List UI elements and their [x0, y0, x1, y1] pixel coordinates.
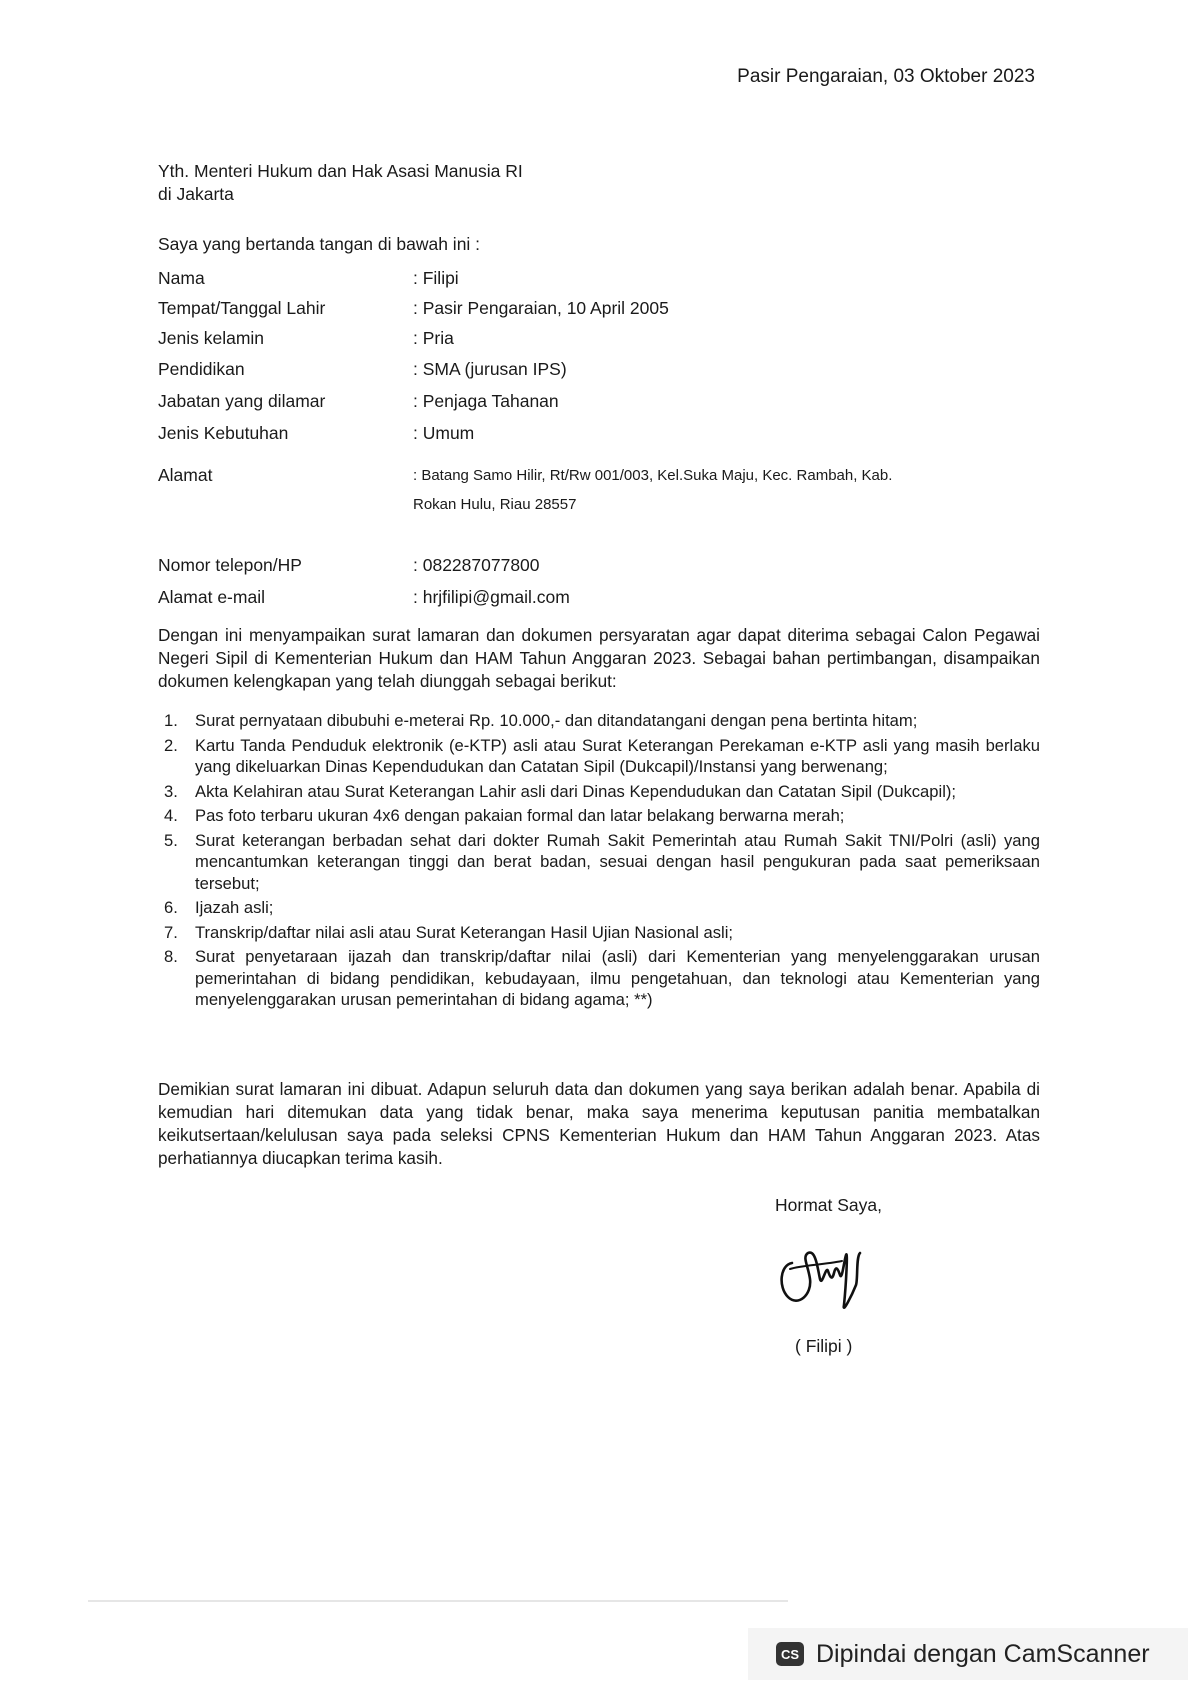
field-label: Alamat [158, 465, 213, 485]
list-number: 4. [164, 806, 178, 825]
list-text: Ijazah asli; [195, 898, 274, 917]
recipient-block [158, 160, 523, 206]
list-number: 7. [164, 922, 178, 942]
document-list [158, 710, 1040, 1014]
field-label: Tempat/Tanggal Lahir [158, 298, 326, 318]
list-text: Surat penyetaraan ijazah dan transkrip/daftar nilai (asli) dari Kementerian yang menyelenggarakan urusan pemerintahan di bidang pendidikan, kebudayaan, ilmu pengetahuan, dan teknologi atau Kementerian yang menyelenggarakan urusan pemerintahan di bidang agama; **) [195, 947, 1040, 1009]
list-item [158, 946, 1040, 1011]
list-text: Surat pernyataan dibubuhi e-meterai Rp. 10.000,- dan ditandatangani dengan pena bertinta hitam; [195, 711, 918, 730]
recipient-line-1: Yth. Menteri Hukum dan Hak Asasi Manusia RI [158, 161, 523, 181]
field-value: : Penjaga Tahanan [413, 391, 559, 411]
recipient-line-2: di Jakarta [158, 184, 234, 204]
field-row-ttl [158, 298, 1058, 322]
field-value: : Pria [413, 328, 454, 348]
field-label: Alamat e-mail [158, 587, 265, 607]
signer-name: ( Filipi ) [795, 1336, 853, 1356]
letter-date: Pasir Pengaraian, 03 Oktober 2023 [737, 66, 1035, 87]
list-text: Transkrip/daftar nilai asli atau Surat Keterangan Hasil Ujian Nasional asli; [195, 922, 734, 942]
field-value: : Batang Samo Hilir, Rt/Rw 001/003, Kel.Suka Maju, Kec. Rambah, Kab. Rokan Hulu, Riau 28557 [413, 467, 893, 513]
list-number: 3. [164, 781, 178, 801]
field-row-telepon [158, 555, 1058, 579]
watermark-text: Dipindai dengan CamScanner [816, 1639, 1150, 1668]
field-row-pendidikan [158, 359, 1058, 383]
field-row-email [158, 587, 1058, 611]
list-number: 1. [164, 711, 178, 730]
field-row-jenis-kelamin [158, 328, 1058, 352]
field-value: : hrjfilipi@gmail.com [413, 587, 570, 607]
signature-image [772, 1235, 882, 1320]
field-label: Jenis Kebutuhan [158, 423, 289, 443]
list-number: 6. [164, 898, 178, 917]
field-value: : 082287077800 [413, 555, 540, 575]
list-item [158, 710, 1040, 732]
field-label: Jabatan yang dilamar [158, 391, 326, 411]
scan-artifact-line [88, 1600, 788, 1602]
list-text: Kartu Tanda Penduduk elektronik (e-KTP) asli atau Surat Keterangan Perekaman e-KTP asli yang masih berlaku yang dikeluarkan Dinas Kependudukan dan Catatan Sipil (Dukcapil)/Instansi yang berwenang; [195, 735, 1040, 776]
list-item [158, 922, 1040, 944]
field-label: Pendidikan [158, 359, 245, 379]
field-value: : Umum [413, 423, 475, 443]
closing-salutation: Hormat Saya, [775, 1195, 882, 1215]
camscanner-watermark [748, 1628, 1188, 1680]
field-label: Jenis kelamin [158, 328, 265, 348]
field-label: Nomor telepon/HP [158, 555, 302, 575]
field-row-jabatan [158, 391, 1058, 415]
closing-paragraph: Demikian surat lamaran ini dibuat. Adapun seluruh data dan dokumen yang saya berikan adalah benar. Apabila di kemudian hari ditemukan data yang tidak benar, maka saya menerima keputusan panitia membatalkan keikutsertaan/kelulusan saya pada seleksi CPNS Kementerian Hukum dan HAM Tahun Anggaran 2023. Atas perhatiannya diucapkan terima kasih. [158, 1079, 1040, 1168]
field-value: : Filipi [413, 268, 459, 288]
intro-line: Saya yang bertanda tangan di bawah ini : [158, 234, 481, 254]
body-paragraph: Dengan ini menyampaikan surat lamaran dan dokumen persyaratan agar dapat diterima sebagai Calon Pegawai Negeri Sipil di Kementerian Hukum dan HAM Tahun Anggaran 2023. Sebagai bahan pertimbangan, disampaikan dokumen kelengkapan yang telah diunggah sebagai berikut: [158, 625, 1040, 691]
list-text: Pas foto terbaru ukuran 4x6 dengan pakaian formal dan latar belakang berwarna merah; [195, 806, 845, 825]
list-item [158, 805, 1040, 827]
field-value: : Pasir Pengaraian, 10 April 2005 [413, 298, 669, 318]
field-value: : SMA (jurusan IPS) [413, 359, 567, 379]
field-row-alamat [158, 465, 1058, 525]
field-row-nama [158, 268, 1058, 292]
list-number: 5. [164, 830, 178, 850]
list-item [158, 735, 1040, 778]
field-row-jenis-kebutuhan [158, 423, 1058, 447]
list-item [158, 897, 1040, 919]
list-number: 2. [164, 735, 178, 755]
list-text: Surat keterangan berbadan sehat dari dokter Rumah Sakit Pemerintah atau Rumah Sakit TNI/Polri (asli) yang mencantumkan keterangan tinggi dan berat badan, sesuai dengan hasil pengukuran pada saat pemeriksaan tersebut; [195, 830, 1040, 893]
list-item [158, 781, 1040, 803]
list-text: Akta Kelahiran atau Surat Keterangan Lahir asli dari Dinas Kependudukan dan Catatan Sipil (Dukcapil); [195, 781, 957, 801]
camscanner-logo-icon: CS [776, 1642, 804, 1666]
list-item [158, 830, 1040, 895]
list-number: 8. [164, 947, 178, 966]
field-label: Nama [158, 268, 205, 288]
